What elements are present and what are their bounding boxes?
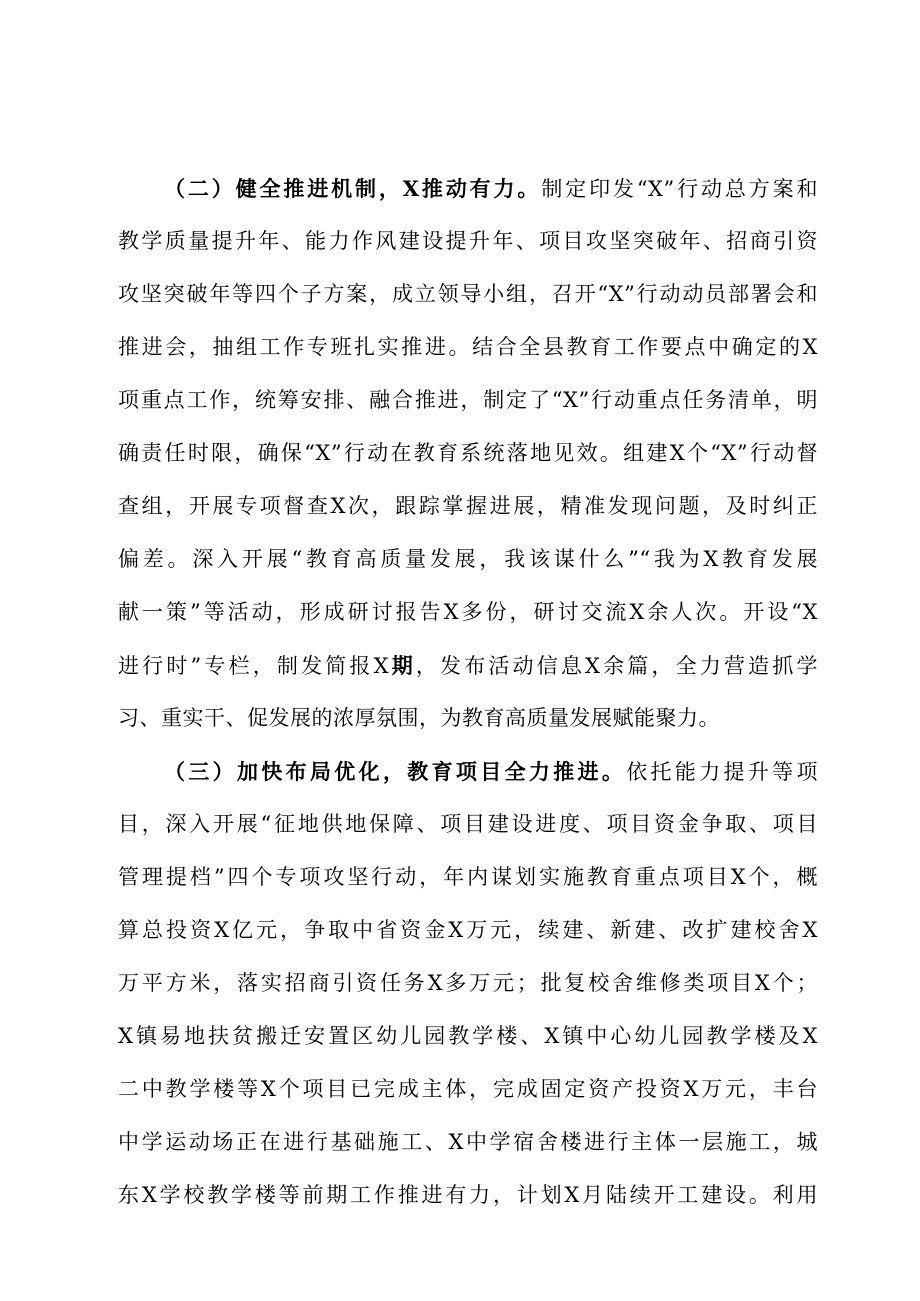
- paragraph-line: 献一策”等活动，形成研讨报告X多份，研讨交流X余人次。开设“X: [118, 600, 818, 624]
- paragraph-line: 目，深入开展“征地供地保障、项目建设进度、项目资金争取、项目: [118, 812, 818, 836]
- paragraph-line: 二中教学楼等X个项目已完成主体，完成固定资产投资X万元，丰台: [118, 1077, 818, 1101]
- section-heading: （三）加快布局优化，教育项目全力推进。: [164, 759, 627, 784]
- paragraph-line: 偏差。深入开展“教育高质量发展，我该谋什么”“我为X教育发展: [118, 547, 818, 571]
- paragraph-line: 项重点工作，统筹安排、融合推进，制定了“X”行动重点任务清单，明: [118, 388, 818, 412]
- paragraph-line: 确责任时限，确保“X”行动在教育系统落地见效。组建X个“X”行动督: [118, 441, 818, 465]
- paragraph-line: 中学运动场正在进行基础施工、X中学宿舍楼进行主体一层施工，城: [118, 1130, 818, 1154]
- paragraph-line: [118, 639, 818, 692]
- paragraph-text: ，发布活动信息X余篇，全力营造抓学: [415, 654, 819, 678]
- paragraph-text: 依托能力提升等项: [626, 760, 819, 784]
- paragraph-line: 习、重实干、促发展的浓厚氛围，为教育高质量发展赋能聚力。: [118, 706, 720, 730]
- paragraph-line: 攻坚突破年等四个子方案，成立领导小组，召开“X”行动动员部署会和: [118, 282, 818, 306]
- section-2-paragraph: [118, 162, 818, 745]
- paragraph-line: 管理提档”四个专项攻坚行动，年内谋划实施教育重点项目X个，概: [118, 865, 818, 889]
- paragraph-line: [118, 162, 818, 215]
- paragraph-line: 算总投资X亿元，争取中省资金X万元，续建、新建、改扩建校舍X: [118, 918, 818, 942]
- paragraph-line: 查组，开展专项督查X次，跟踪掌握进展，精准发现问题，及时纠正: [118, 494, 818, 518]
- section-3-paragraph: [118, 745, 818, 1222]
- paragraph-line: X镇易地扶贫搬迁安置区幼儿园教学楼、X镇中心幼儿园教学楼及X: [118, 1024, 818, 1048]
- bold-text: 期: [389, 653, 416, 678]
- paragraph-line: [118, 745, 818, 798]
- section-heading: （二）健全推进机制，X推动有力。: [164, 176, 542, 201]
- paragraph-line: 推进会，抽组工作专班扎实推进。结合全县教育工作要点中确定的X: [118, 335, 818, 359]
- paragraph-text: 进行时”专栏，制发简报X: [118, 654, 390, 678]
- paragraph-text: 制定印发“X”行动总方案和: [541, 177, 818, 201]
- document-page: [118, 162, 818, 1222]
- paragraph-line: 万平方米，落实招商引资任务X多万元；批复校舍维修类项目X个；: [118, 971, 818, 995]
- paragraph-line: 教学质量提升年、能力作风建设提升年、项目攻坚突破年、招商引资: [118, 229, 818, 253]
- paragraph-line: 东X学校教学楼等前期工作推进有力，计划X月陆续开工建设。利用: [118, 1183, 818, 1207]
